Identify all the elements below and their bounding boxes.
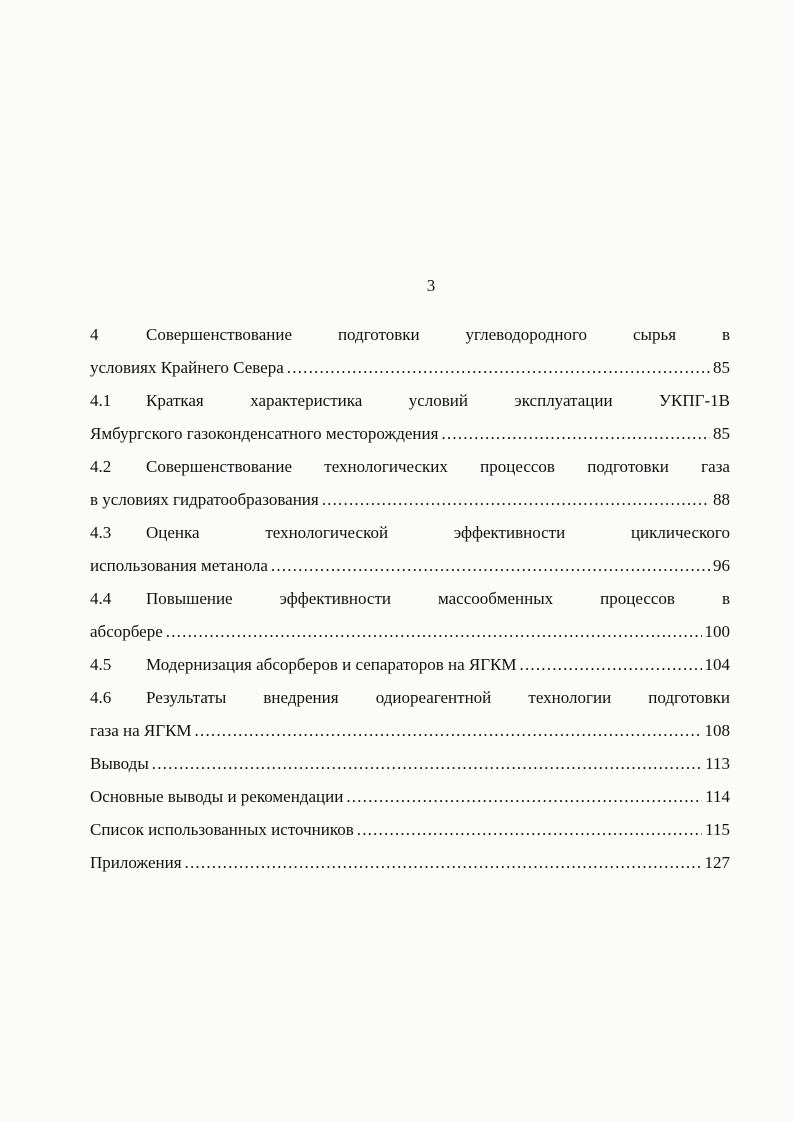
toc-entry-continuation [90,351,730,384]
entry-title: Выводы [90,754,149,773]
title-word: углеводородного [465,325,588,344]
title-word: Краткая [146,391,204,410]
title-word: эффективности [279,589,391,608]
title-word: процессов [600,589,675,608]
title-word: технологии [528,688,612,707]
toc-entry-title-line [90,516,730,549]
title-word: характеристика [250,391,363,410]
title-word: одиореагентной [375,688,492,707]
section-number: 4.6 [90,688,112,707]
toc-entry-4[interactable] [90,318,730,384]
toc-entry-4-1[interactable] [90,384,730,450]
page-ref: 104 [704,655,730,674]
title-word: подготовки [337,325,420,344]
toc-entry-title-line [90,318,730,351]
toc-entry-references[interactable] [90,813,730,846]
entry-title: Основные выводы и рекомендации [90,787,344,806]
page-ref: 113 [705,754,730,773]
toc-entry-main-conclusions[interactable] [90,780,730,813]
dot-leader [287,351,710,384]
toc-entry-continuation [90,714,730,747]
page-ref: 100 [704,622,730,641]
entry-title: Приложения [90,853,182,872]
title-word: циклического [630,523,730,542]
title-continuation: использования метанола [90,556,268,575]
toc-entry-title-line [90,582,730,615]
section-number: 4.5 [90,655,112,674]
page-ref: 85 [713,358,730,377]
toc-entry-4-3[interactable] [90,516,730,582]
title-continuation: газа на ЯГКМ [90,721,192,740]
section-number: 4.4 [90,589,112,608]
toc-entry-4-2[interactable] [90,450,730,516]
entry-title: Список использованных источников [90,820,354,839]
title-word: УКПГ-1В [658,391,730,410]
toc-entry-4-4[interactable] [90,582,730,648]
dot-leader [520,648,702,681]
title-word: эксплуатации [514,391,613,410]
title-word: массообменных [437,589,554,608]
toc-entry-title-line [90,384,730,417]
dot-leader [166,615,702,648]
dot-leader [346,780,702,813]
page-ref: 127 [704,853,730,872]
title-continuation: в условиях гидратообразования [90,490,319,509]
title-word: в [721,589,730,608]
section-number: 4.3 [90,523,112,542]
page-ref: 88 [713,490,730,509]
toc-entry-continuation [90,417,730,450]
title-word: в [721,325,730,344]
dot-leader [322,483,710,516]
dot-leader [152,747,702,780]
toc-entry-continuation [90,549,730,582]
title-word: Совершенствование [146,325,293,344]
dot-leader [441,417,710,450]
title-word: подготовки [587,457,669,476]
title-word: Результаты [146,688,227,707]
page-ref: 114 [705,787,730,806]
toc-entry-continuation [90,615,730,648]
title-word: Оценка [146,523,200,542]
title-word: сырья [632,325,677,344]
title-continuation: Ямбургского газоконденсатного месторождения [90,424,439,443]
title-word: условий [408,391,468,410]
title-word: эффективности [453,523,566,542]
title-word: внедрения [263,688,339,707]
title-continuation: условиях Крайнего Севера [90,358,284,377]
title-word: газа [701,457,730,476]
title-word: технологической [265,523,389,542]
title-word: процессов [480,457,555,476]
title-word: подготовки [648,688,730,707]
toc-entry-title-line [90,450,730,483]
toc-entry-4-6[interactable] [90,681,730,747]
toc-entry-title-line [90,681,730,714]
page-ref: 115 [705,820,730,839]
page-number: 3 [426,276,436,295]
page-ref: 108 [704,721,730,740]
toc-entry-continuation [90,483,730,516]
title-word: Повышение [146,589,233,608]
title-continuation: абсорбере [90,622,163,641]
page-ref: 85 [713,424,730,443]
section-number: 4.1 [90,391,112,410]
title-word: Совершенствование [146,457,293,476]
dot-leader [195,714,702,747]
section-number: 4 [90,325,99,344]
dot-leader [357,813,702,846]
toc-entry-appendices[interactable] [90,846,730,879]
toc-entry-4-5[interactable] [90,648,730,681]
entry-title: Модернизация абсорберов и сепараторов на ЯГКМ [146,655,517,674]
page-ref: 96 [713,556,730,575]
dot-leader [185,846,702,879]
table-of-contents [90,318,730,879]
dot-leader [271,549,710,582]
title-word: технологических [324,457,448,476]
section-number: 4.2 [90,457,112,476]
toc-entry-conclusions[interactable] [90,747,730,780]
